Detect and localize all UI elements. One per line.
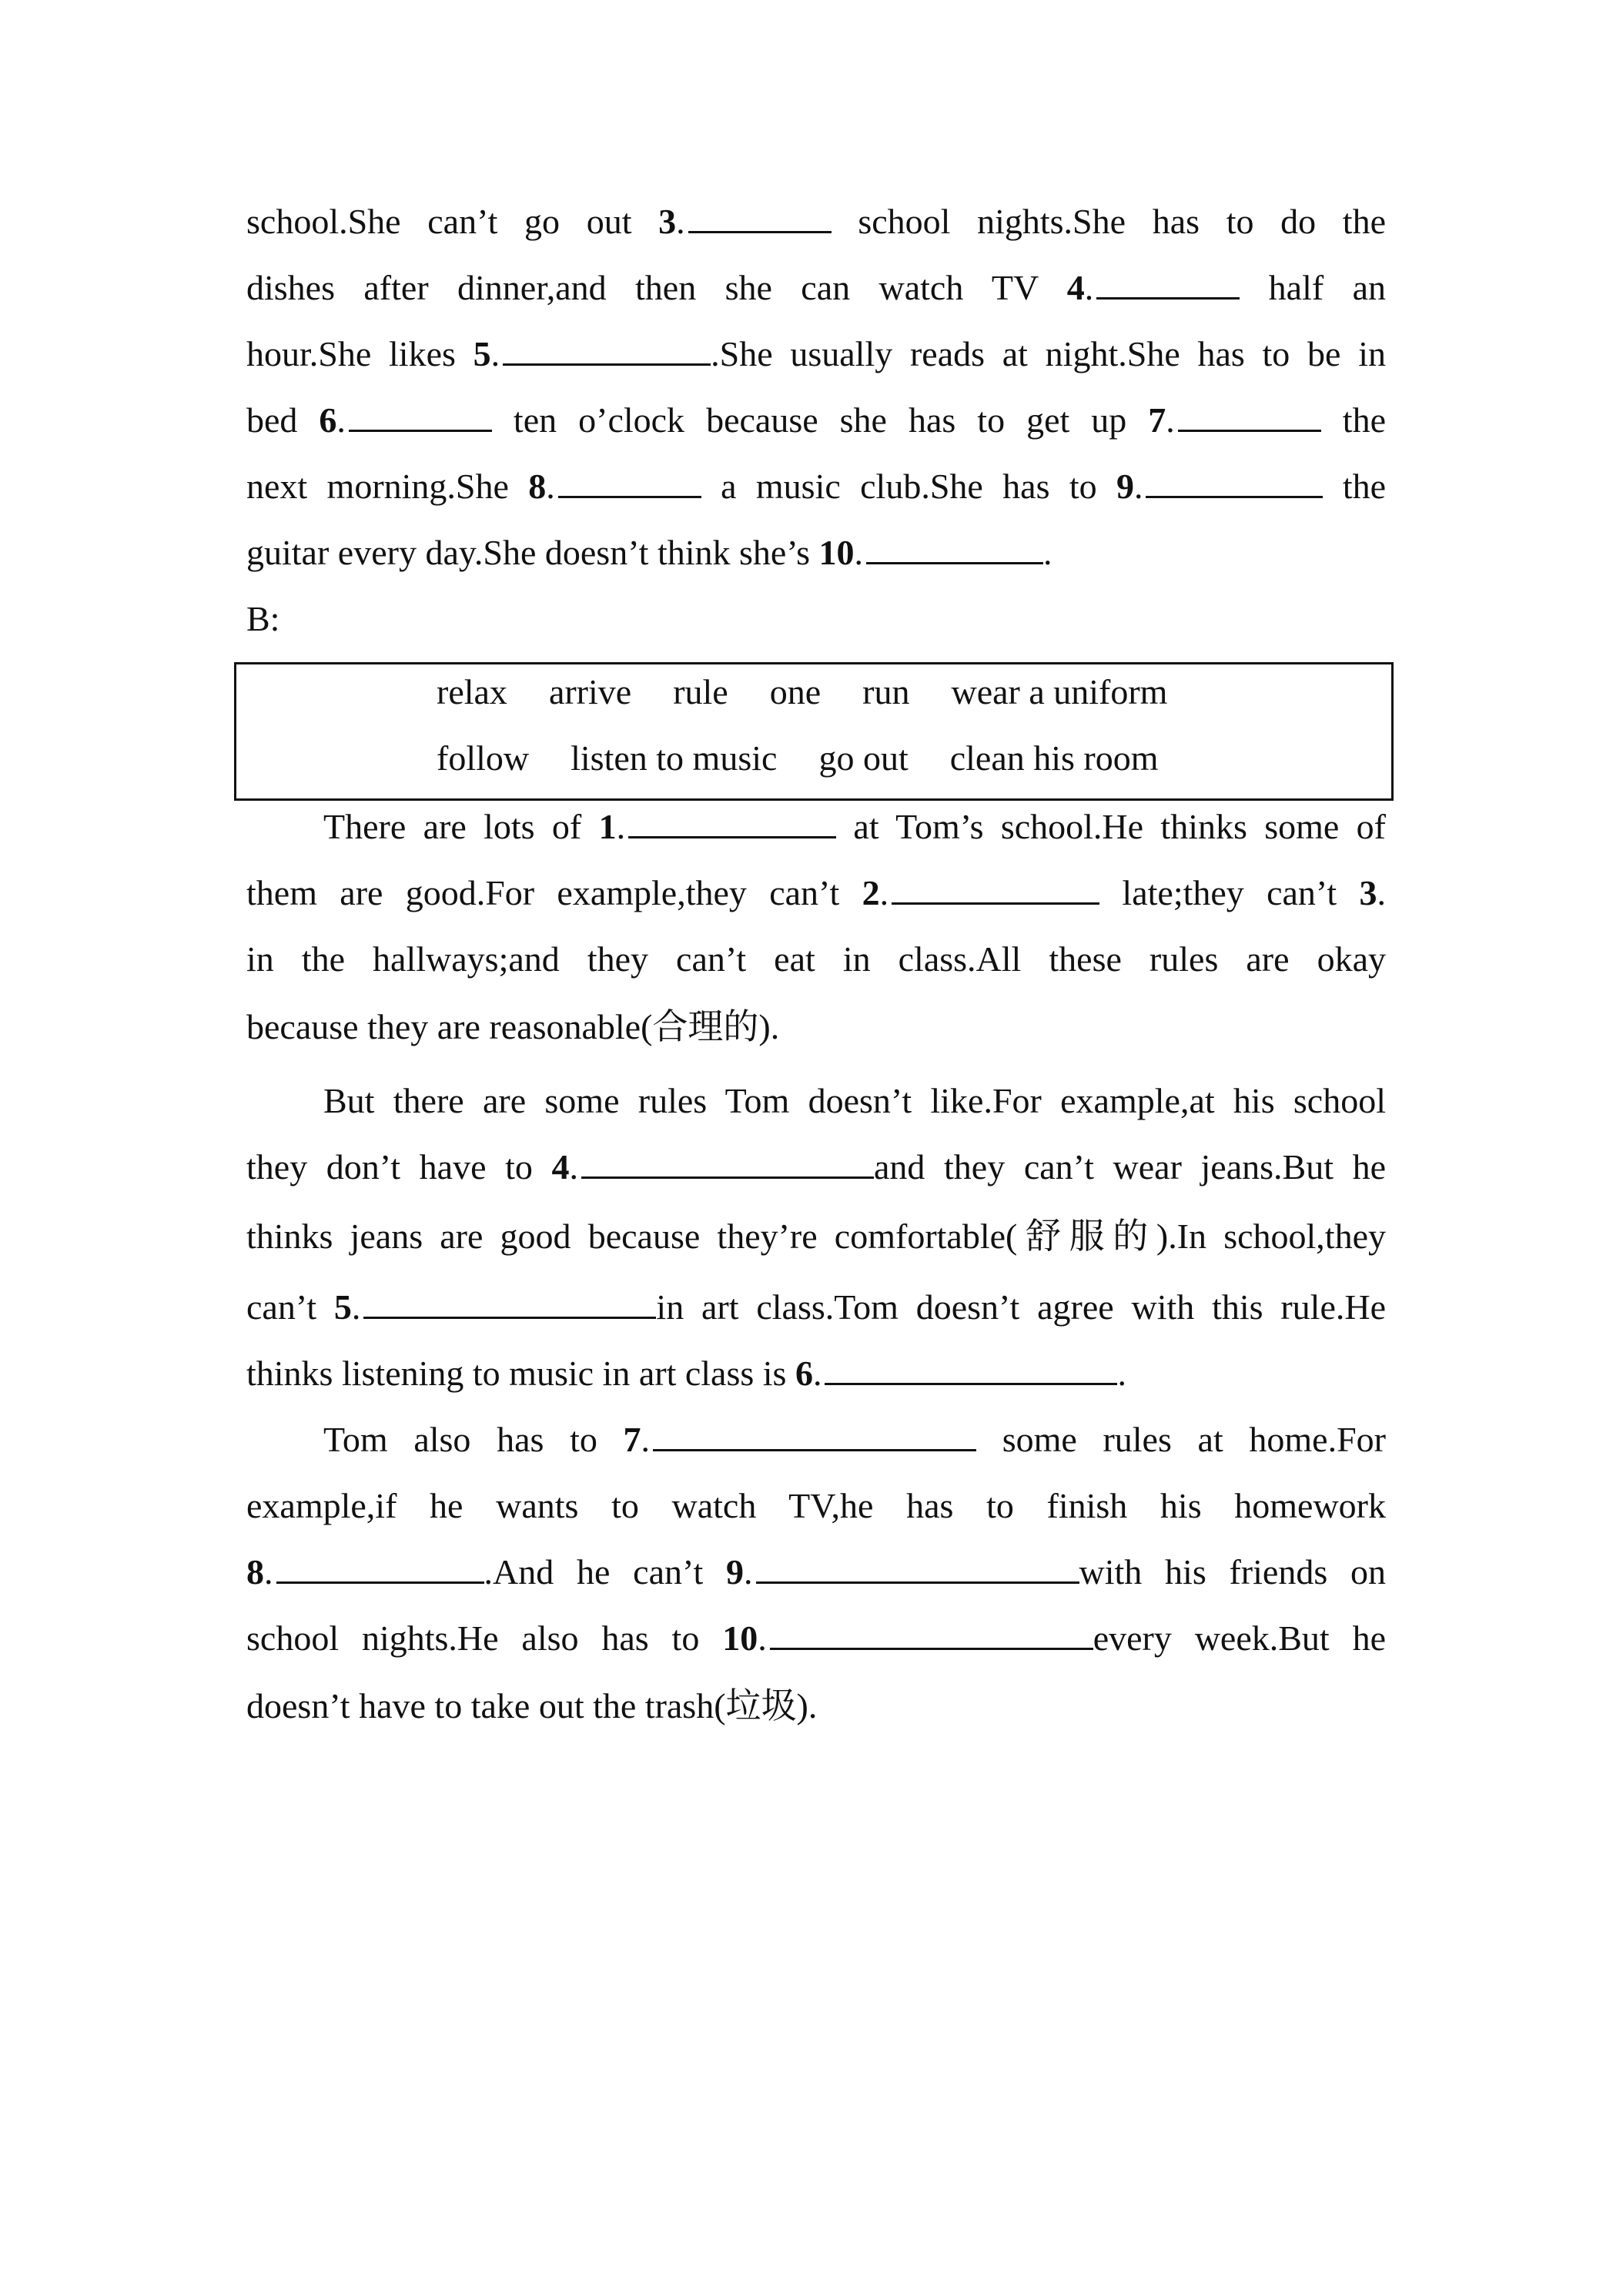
text-line: thinks jeans are good because they’re comfortable(舒服的).In school,they bbox=[246, 1217, 1386, 1256]
answer-blank[interactable] bbox=[892, 872, 1099, 905]
text-line: next morning.She 8. a music club.She has to 9. the bbox=[246, 467, 1387, 506]
word-option: one bbox=[769, 672, 822, 711]
text-line: they don’t have to 4. and they can’t wear jeans.But he bbox=[246, 1147, 1386, 1186]
word-option: listen to music bbox=[571, 738, 778, 778]
blank-number: 3 bbox=[658, 202, 677, 241]
text-line: hour.She likes 5. .She usually reads at night.She has to be in bbox=[246, 334, 1386, 373]
word-bank-row bbox=[437, 735, 1200, 782]
answer-blank[interactable] bbox=[503, 333, 711, 366]
blank-number: 8 bbox=[528, 467, 547, 506]
word-option: go out bbox=[818, 738, 909, 778]
answer-blank[interactable] bbox=[825, 1352, 1117, 1385]
text-line: because they are reasonable(合理的). bbox=[246, 1007, 780, 1046]
blank-number: 6 bbox=[795, 1354, 813, 1393]
word-option: relax bbox=[437, 672, 507, 711]
answer-blank[interactable] bbox=[628, 805, 836, 838]
text-line: dishes after dinner,and then she can watch TV 4. half an bbox=[246, 268, 1387, 307]
blank-number: 2 bbox=[862, 873, 880, 912]
word-option: rule bbox=[673, 672, 728, 711]
answer-blank[interactable] bbox=[581, 1146, 874, 1179]
blank-number: 3 bbox=[1359, 873, 1377, 912]
word-option: wear a uniform bbox=[951, 672, 1168, 711]
answer-blank[interactable] bbox=[349, 399, 492, 432]
text-line: But there are some rules Tom doesn’t like.For example,at his school bbox=[323, 1081, 1386, 1120]
text-line: thinks listening to music in art class is 6. . bbox=[246, 1354, 1126, 1393]
section-label: B: bbox=[246, 599, 280, 638]
blank-number: 10 bbox=[818, 533, 855, 572]
answer-blank[interactable] bbox=[688, 200, 832, 233]
blank-number: 4 bbox=[551, 1147, 570, 1186]
blank-number: 1 bbox=[598, 807, 617, 846]
word-option: follow bbox=[437, 738, 530, 778]
answer-blank[interactable] bbox=[558, 465, 701, 498]
blank-number: 4 bbox=[1066, 268, 1085, 307]
text-line: Tom also has to 7. some rules at home.For bbox=[323, 1420, 1386, 1459]
text-line: guitar every day.She doesn’t think she’s 10. . bbox=[246, 533, 1052, 572]
text-line: bed 6. ten o’clock because she has to get up 7. the bbox=[246, 400, 1386, 440]
blank-number: 9 bbox=[1116, 467, 1134, 506]
answer-blank[interactable] bbox=[756, 1551, 1079, 1584]
blank-number: 5 bbox=[473, 334, 491, 373]
answer-blank[interactable] bbox=[1096, 266, 1240, 300]
text-line: doesn’t have to take out the trash(垃圾). bbox=[246, 1686, 818, 1725]
blank-number: 7 bbox=[623, 1420, 641, 1459]
answer-blank[interactable] bbox=[363, 1286, 656, 1319]
blank-number: 6 bbox=[319, 400, 337, 440]
word-option: arrive bbox=[548, 672, 632, 711]
text-line: can’t 5. in art class.Tom doesn’t agree with this rule.He bbox=[246, 1287, 1386, 1327]
text-line: school nights.He also has to 10. every week.But he bbox=[246, 1618, 1386, 1658]
text-line: 8. .And he can’t 9. with his friends on bbox=[246, 1552, 1386, 1591]
word-bank-row bbox=[437, 669, 1209, 715]
answer-blank[interactable] bbox=[653, 1418, 976, 1451]
answer-blank[interactable] bbox=[1146, 465, 1323, 498]
word-option: clean his room bbox=[949, 738, 1159, 778]
text-line: in the hallways;and they can’t eat in class.All these rules are okay bbox=[246, 939, 1386, 979]
blank-number: 10 bbox=[722, 1618, 758, 1658]
answer-blank[interactable] bbox=[1178, 399, 1321, 432]
blank-number: 5 bbox=[333, 1287, 352, 1327]
answer-blank[interactable] bbox=[276, 1551, 484, 1584]
blank-number: 7 bbox=[1148, 400, 1166, 440]
text-line: them are good.For example,they can’t 2. late;they can’t 3. bbox=[246, 873, 1386, 912]
blank-number: 8 bbox=[246, 1552, 264, 1591]
blank-number: 9 bbox=[726, 1552, 745, 1591]
answer-blank[interactable] bbox=[866, 531, 1043, 564]
text-line: example,if he wants to watch TV,he has to finish his homework bbox=[246, 1486, 1386, 1525]
text-line: school.She can’t go out 3. school nights.She has to do the bbox=[246, 202, 1387, 241]
answer-blank[interactable] bbox=[770, 1617, 1093, 1650]
word-bank-box bbox=[234, 662, 1394, 801]
word-option: run bbox=[862, 672, 910, 711]
text-line: There are lots of 1. at Tom’s school.He thinks some of bbox=[323, 807, 1386, 846]
